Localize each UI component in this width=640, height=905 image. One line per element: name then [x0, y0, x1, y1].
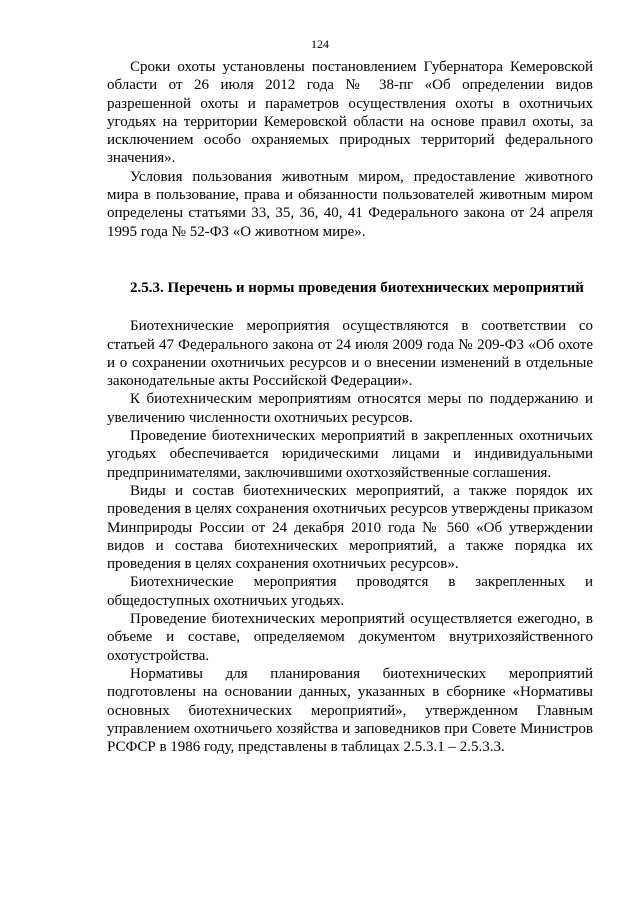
paragraph-biotech-locations: Биотехнические мероприятия проводятся в закрепленных и общедоступных охотничьих угодьях. — [107, 574, 593, 609]
page-number: 124 — [311, 37, 329, 51]
paragraph-biotech-types-order: Виды и состав биотехнических мероприятий, а также порядок их проведения в целях сохранения охотничьих ресурсов утверждены приказом Минприроды России от 24 декабря 2010 года № 560 «Об утверждении видов и состава биотехнических мероприятий, а также порядка их проведения в целях сохранения охотничьих ресурсов». — [107, 482, 593, 573]
paragraph-wildlife-use-conditions: Условия пользования животным миром, предоставление животного мира в пользование, права и обязанности пользователей животным миром определены статьями 33, 35, 36, 40, 41 Федерального закона от 24 апреля 1995 года № 52-ФЗ «О животном мире». — [107, 168, 593, 240]
paragraph-biotech-norms: Нормативы для планирования биотехнических мероприятий подготовлены на основании данных, указанных в сборнике «Нормативы основных биотехнических мероприятий», утвержденном Главным управлением охотничьего хозяйства и заповедников при Совете Министров РСФСР в 1986 году, представлены в таблицах 2.5.3.1 – 2.5.3.3. — [107, 665, 593, 756]
section-heading: 2.5.3. Перечень и нормы проведения биотехнических мероприятий — [130, 279, 584, 296]
spacer — [107, 241, 593, 279]
page-body — [107, 58, 593, 756]
paragraph-hunting-periods: Сроки охоты установлены постановлением Губернатора Кемеровской области от 26 июля 2012 года № 38-пг «Об определении видов разрешенной охоты и параметров осуществления охоты в охотничьих угодьях на территории Кемеровской области на основе правил охоты, за исключением особо охраняемых природных территорий федерального значения». — [107, 59, 593, 167]
paragraph-biotech-definition: К биотехническим мероприятиям относятся меры по поддержанию и увеличению численности охотничьих ресурсов. — [107, 391, 593, 426]
spacer — [107, 297, 593, 317]
paragraph-biotech-frequency: Проведение биотехнических мероприятий осуществляется ежегодно, в объеме и составе, определяемом документом внутрихозяйственного охотустройства. — [107, 611, 593, 664]
paragraph-biotech-responsibility: Проведение биотехнических мероприятий в закрепленных охотничьих угодьях обеспечивается юридическими лицами и индивидуальными предпринимателями, заключившими охотхозяйственные соглашения. — [107, 428, 593, 481]
paragraph-biotech-legal-basis: Биотехнические мероприятия осуществляются в соответствии со статьей 47 Федерального закона от 24 июля 2009 года № 209-ФЗ «Об охоте и о сохранении охотничьих ресурсов и о внесении изменений в отдельные законодательные акты Российской Федерации». — [107, 318, 593, 390]
